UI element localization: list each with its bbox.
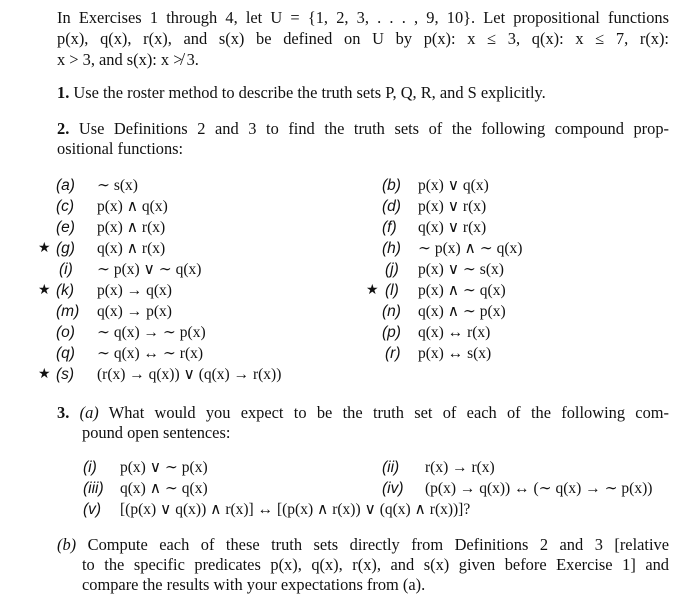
item-label: (iv) bbox=[382, 480, 404, 497]
item-label: (m) bbox=[56, 303, 80, 320]
item-expression: q(x) ∧ r(x) bbox=[97, 240, 166, 257]
item-expression: r(x) → r(x) bbox=[425, 459, 495, 476]
item-label: (b) bbox=[382, 177, 401, 194]
item-expression: q(x) ∧ ∼ p(x) bbox=[418, 303, 506, 320]
item-expression: ∼ s(x) bbox=[97, 177, 138, 194]
exercise-3b-label: (b) bbox=[57, 535, 77, 554]
item-expression: p(x) ∨ q(x) bbox=[418, 177, 489, 194]
item-label: (q) bbox=[56, 345, 75, 362]
intro-line-1: In Exercises 1 through 4, let U = {1, 2, 3, . . . , 9, 10}. Let propositional functions bbox=[57, 8, 669, 27]
exercise-3a-text: What would you expect to be the truth set of each of the following com- bbox=[108, 403, 669, 422]
item-label: (i) bbox=[59, 261, 73, 278]
item-label: (d) bbox=[382, 198, 401, 215]
exercise-3b-text: Compute each of these truth sets directly from Definitions 2 and 3 [relative bbox=[87, 535, 669, 554]
exercise-3-number: 3. bbox=[57, 403, 70, 422]
item-label: (h) bbox=[382, 240, 401, 257]
item-label: (j) bbox=[385, 261, 399, 278]
item-expression: (r(x) → q(x)) ∨ (q(x) → r(x)) bbox=[97, 366, 282, 383]
intro-line-3: x > 3, and s(x): x ≯ 3. bbox=[57, 50, 199, 69]
item-expression: p(x) ↔ s(x) bbox=[418, 345, 492, 362]
exercise-1-text: Use the roster method to describe the truth sets P, Q, R, and S explicitly. bbox=[73, 83, 546, 102]
exercise-3b-line-1 bbox=[57, 535, 669, 555]
exercise-2-number: 2. bbox=[57, 119, 70, 138]
exercise-3b-line-2: to the specific predicates p(x), q(x), r(x), and s(x) given before Exercise 1] and bbox=[82, 555, 669, 574]
exercise-2-line-1 bbox=[57, 119, 669, 139]
intro-line-2: p(x), q(x), r(x), and s(x) be defined on U by p(x): x ≤ 3, q(x): x ≤ 7, r(x): bbox=[57, 29, 669, 48]
exercise-3-line-2: pound open sentences: bbox=[82, 423, 231, 442]
item-label: (r) bbox=[385, 345, 401, 362]
exercise-3a-label: (a) bbox=[79, 403, 99, 422]
item-expression: p(x) ∨ ∼ p(x) bbox=[120, 459, 208, 476]
item-expression: p(x) → q(x) bbox=[97, 282, 172, 299]
item-label: (k) bbox=[56, 282, 75, 299]
item-expression: ∼ q(x) ↔ ∼ r(x) bbox=[97, 345, 204, 362]
item-label: (s) bbox=[56, 366, 75, 383]
exercise-2-text: Use Definitions 2 and 3 to find the truth sets of the following compound prop- bbox=[78, 119, 669, 138]
item-label: (ii) bbox=[382, 459, 400, 476]
item-label: (a) bbox=[56, 177, 75, 194]
star-icon: ★ bbox=[38, 282, 51, 298]
exercise-2-line-2: ositional functions: bbox=[57, 139, 184, 158]
item-label: (n) bbox=[382, 303, 401, 320]
item-label: (v) bbox=[83, 501, 102, 518]
item-label: (e) bbox=[56, 219, 75, 236]
item-expression: p(x) ∧ ∼ q(x) bbox=[418, 282, 506, 299]
star-icon: ★ bbox=[38, 240, 51, 256]
item-expression: q(x) ↔ r(x) bbox=[418, 324, 491, 341]
item-expression: [(p(x) ∨ q(x)) ∧ r(x)] ↔ [(p(x) ∧ r(x)) ∨ (q(x) ∧ r(x))]? bbox=[120, 501, 471, 518]
item-expression: q(x) → p(x) bbox=[97, 303, 172, 320]
item-expression: q(x) ∧ ∼ q(x) bbox=[120, 480, 208, 497]
exercise-1 bbox=[57, 83, 546, 103]
item-label: (g) bbox=[56, 240, 75, 257]
item-expression: p(x) ∧ r(x) bbox=[97, 219, 166, 236]
item-label: (o) bbox=[56, 324, 75, 341]
item-label: (c) bbox=[56, 198, 75, 215]
item-expression: q(x) ∨ r(x) bbox=[418, 219, 487, 236]
item-label: (f) bbox=[382, 219, 397, 236]
item-expression: p(x) ∧ q(x) bbox=[97, 198, 168, 215]
item-expression: ∼ q(x) → ∼ p(x) bbox=[97, 324, 206, 341]
item-expression: p(x) ∨ r(x) bbox=[418, 198, 487, 215]
star-icon: ★ bbox=[38, 366, 51, 382]
exercise-1-number: 1. bbox=[57, 83, 70, 102]
exercise-3b-line-3: compare the results with your expectations from (a). bbox=[82, 575, 426, 594]
item-expression: ∼ p(x) ∧ ∼ q(x) bbox=[418, 240, 523, 257]
item-expression: ∼ p(x) ∨ ∼ q(x) bbox=[97, 261, 202, 278]
item-label: (i) bbox=[83, 459, 97, 476]
star-icon: ★ bbox=[366, 282, 379, 298]
item-label: (iii) bbox=[83, 480, 104, 497]
item-expression: p(x) ∨ ∼ s(x) bbox=[418, 261, 504, 278]
item-label: (p) bbox=[382, 324, 401, 341]
item-expression: (p(x) → q(x)) ↔ (∼ q(x) → ∼ p(x)) bbox=[425, 480, 653, 497]
exercise-3-line-1 bbox=[57, 403, 669, 423]
item-label: (l) bbox=[385, 282, 399, 299]
